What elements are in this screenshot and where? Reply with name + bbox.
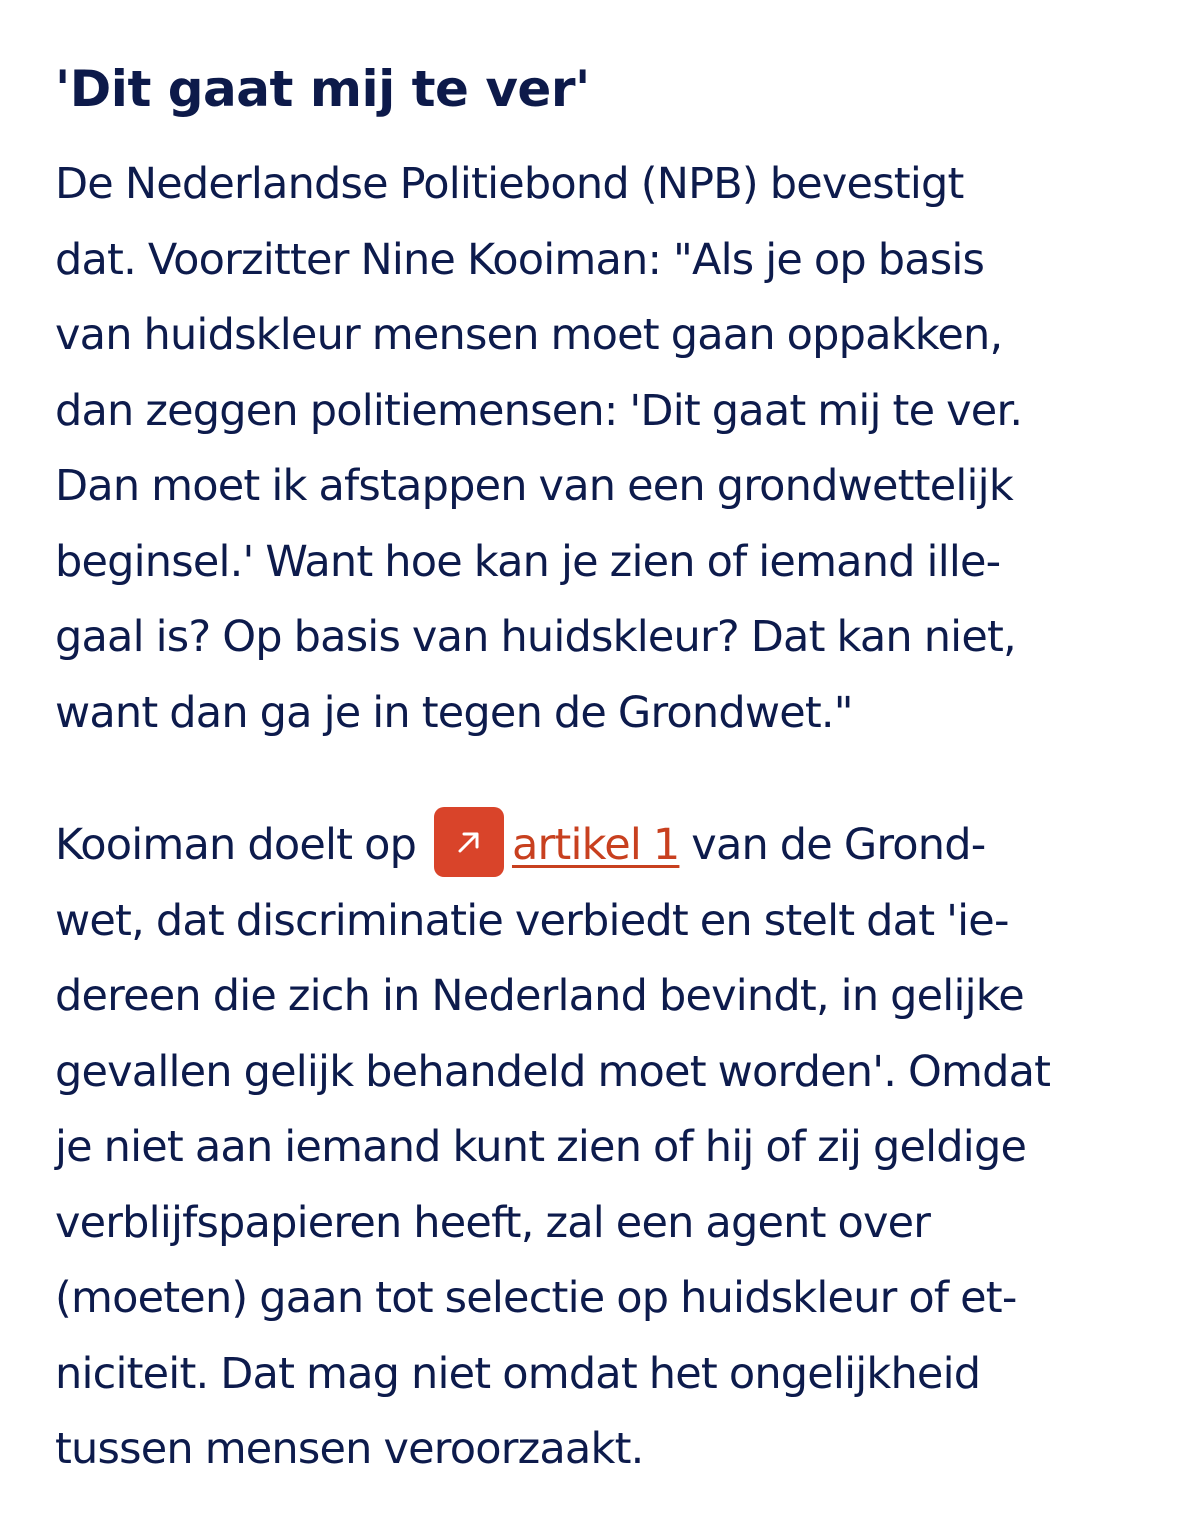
text-line: verblijfspapieren heeft, zal een agent over: [55, 1197, 931, 1248]
article-body: [55, 55, 1135, 1488]
text-line: wet, dat discriminatie verbiedt en stelt dat 'ie-: [55, 895, 1009, 946]
text-line: dan zeggen politiemensen: 'Dit gaat mij te ver.: [55, 385, 1023, 436]
text-line: Dan moet ik afstappen van een grondwettelijk: [55, 461, 1013, 511]
paragraph-artikel-1: [55, 807, 1135, 1488]
text-after-link: van de Grond-: [679, 820, 986, 870]
text-line: dereen die zich in Nederland bevindt, in gelijke: [55, 971, 1024, 1021]
text-line: niciteit. Dat mag niet omdat het ongelijkheid: [55, 1348, 981, 1399]
external-link-arrow-icon[interactable]: [434, 807, 504, 877]
text-line: (moeten) gaan tot selectie op huidskleur of et-: [55, 1273, 1017, 1323]
text-line: van huidskleur mensen moet gaan oppakken,: [55, 310, 1003, 360]
text-line: dat. Voorzitter Nine Kooiman: "Als je op basis: [55, 234, 985, 285]
text-line: De Nederlandse Politiebond (NPB) bevestigt: [55, 159, 964, 209]
text-line: je niet aan iemand kunt zien of hij of zij geldige: [55, 1122, 1027, 1172]
text-line: gaal is? Op basis van huidskleur? Dat kan niet,: [55, 612, 1016, 662]
text-line: beginsel.' Want hoe kan je zien of iemand ille-: [55, 536, 1001, 587]
text-line: gevallen gelijk behandeld moet worden'. Omdat: [55, 1046, 1051, 1097]
text-line: tussen mensen veroorzaakt.: [55, 1424, 644, 1474]
section-heading: 'Dit gaat mij te ver': [55, 60, 590, 118]
text-line: want dan ga je in tegen de Grondwet.": [55, 687, 853, 738]
paragraph-npb-quote: [55, 147, 1135, 751]
text-before-link: Kooiman doelt op: [55, 820, 428, 870]
artikel-1-link[interactable]: artikel 1: [511, 820, 680, 870]
text-line-with-link: [55, 807, 1135, 884]
